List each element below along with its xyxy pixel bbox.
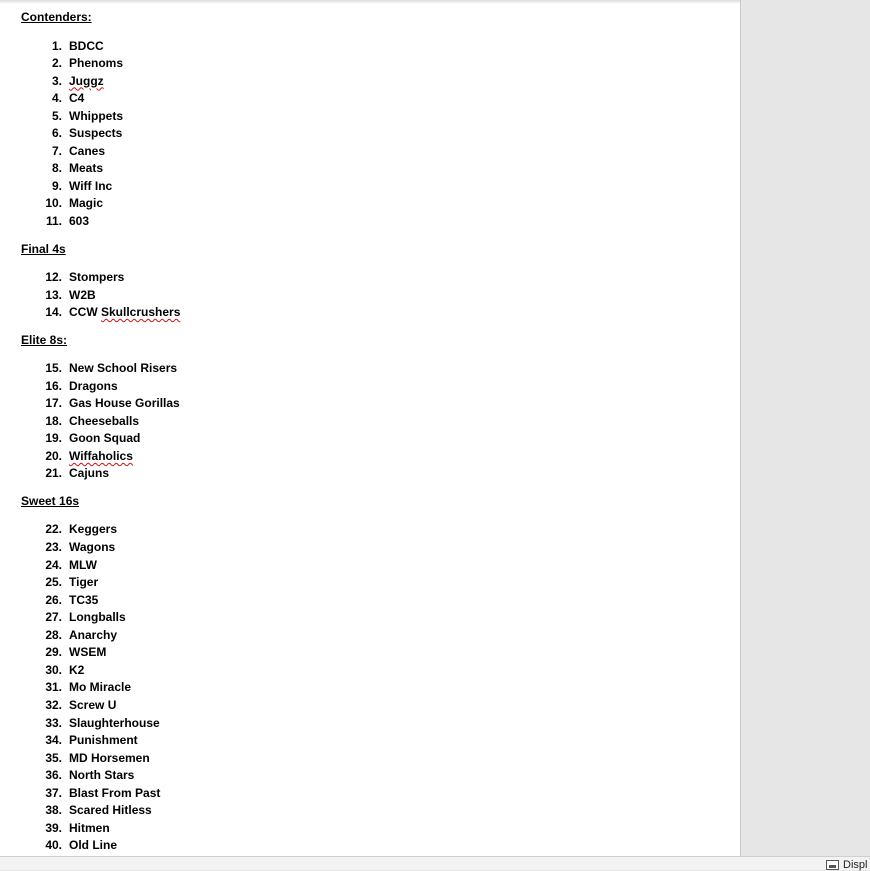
- team-name: Stompers: [69, 270, 125, 285]
- team-name: Longballs: [69, 610, 126, 625]
- list-item: [21, 697, 721, 715]
- list-item: [21, 90, 721, 108]
- display-settings-button[interactable]: [826, 859, 867, 871]
- list-number: 11.: [45, 213, 62, 228]
- list-number: 6.: [51, 126, 62, 141]
- list-item: [21, 213, 721, 231]
- team-name: Hitmen: [69, 820, 110, 835]
- list-number: 3.: [51, 73, 62, 88]
- list-number: 12.: [45, 270, 62, 285]
- team-name: Canes: [69, 143, 106, 158]
- section-heading-contenders: Contenders:: [21, 10, 92, 24]
- list-number: 24.: [45, 557, 62, 572]
- list-item: [21, 820, 721, 838]
- list-number: 39.: [45, 820, 62, 835]
- list-number: 19.: [45, 431, 62, 446]
- list-number: 26.: [45, 592, 62, 607]
- contenders-list: [21, 38, 721, 231]
- list-number: 30.: [45, 662, 62, 677]
- status-bar: [0, 856, 870, 870]
- list-number: 21.: [45, 466, 62, 481]
- list-item: [21, 767, 721, 785]
- list-item: [21, 662, 721, 680]
- list-number: 4.: [51, 91, 62, 106]
- list-number: 2.: [51, 56, 62, 71]
- list-number: 37.: [45, 785, 62, 800]
- list-number: 10.: [45, 196, 62, 211]
- list-item: [21, 143, 721, 161]
- team-name-spelling-flag[interactable]: Juggz: [69, 73, 104, 88]
- team-name: TC35: [69, 592, 99, 607]
- section-heading-final-4s: Final 4s: [21, 241, 66, 256]
- list-item: [21, 679, 721, 697]
- team-name-spelling-flag[interactable]: Skullcrushers: [101, 305, 181, 320]
- team-name: 603: [69, 213, 90, 228]
- team-name: [69, 304, 180, 322]
- list-item: [21, 38, 721, 56]
- list-number: 14.: [45, 305, 62, 320]
- list-item: [21, 304, 721, 322]
- team-name: Screw U: [69, 697, 117, 712]
- list-item: [21, 750, 721, 768]
- list-number: 15.: [45, 361, 62, 376]
- list-number: 20.: [45, 448, 62, 463]
- team-name: MLW: [69, 557, 97, 572]
- section-heading-sweet-16s: Sweet 16s: [21, 493, 80, 508]
- list-item: [21, 430, 721, 448]
- sweet-16s-list: [21, 521, 721, 854]
- list-number: 8.: [51, 161, 62, 176]
- list-item: [21, 785, 721, 803]
- list-item: [21, 378, 721, 396]
- list-item: [21, 413, 721, 431]
- list-item: [21, 178, 721, 196]
- team-name: Mo Miracle: [69, 680, 132, 695]
- team-name: Blast From Past: [69, 785, 161, 800]
- list-item: [21, 521, 721, 539]
- list-item: [21, 574, 721, 592]
- team-name: Wiff Inc: [69, 178, 113, 193]
- list-item: [21, 269, 721, 287]
- display-settings-icon: [826, 860, 839, 870]
- elite-8s-list: [21, 360, 721, 483]
- team-name: New School Risers: [69, 361, 178, 376]
- list-item: [21, 627, 721, 645]
- team-name: BDCC: [69, 38, 104, 53]
- team-name: Scared Hitless: [69, 803, 152, 818]
- list-item: [21, 160, 721, 178]
- team-name: Tiger: [69, 575, 99, 590]
- team-name: North Stars: [69, 768, 135, 783]
- list-number: 1.: [51, 38, 62, 53]
- team-name-prefix: CCW: [69, 305, 101, 320]
- list-item: [21, 125, 721, 143]
- list-number: 22.: [45, 522, 62, 537]
- list-item: [21, 195, 721, 213]
- list-item: [21, 609, 721, 627]
- list-item: [21, 539, 721, 557]
- list-item: [21, 732, 721, 750]
- list-number: 38.: [45, 803, 62, 818]
- team-name: Gas House Gorillas: [69, 396, 180, 411]
- list-item: [21, 557, 721, 575]
- team-name: Goon Squad: [69, 431, 141, 446]
- list-number: 40.: [45, 838, 62, 853]
- list-number: 28.: [45, 627, 62, 642]
- team-name: Keggers: [69, 522, 118, 537]
- team-name: Phenoms: [69, 56, 124, 71]
- list-number: 29.: [45, 645, 62, 660]
- team-name: Old Line: [69, 838, 117, 853]
- list-number: 27.: [45, 610, 62, 625]
- team-name: Dragons: [69, 378, 118, 393]
- list-number: 18.: [45, 413, 62, 428]
- list-item: [21, 287, 721, 305]
- list-item: [21, 73, 721, 91]
- team-name: Slaughterhouse: [69, 715, 160, 730]
- list-number: 33.: [45, 715, 62, 730]
- section-heading-elite-8s: Elite 8s:: [21, 332, 68, 347]
- list-number: 36.: [45, 768, 62, 783]
- document-body[interactable]: [21, 9, 721, 856]
- team-name: Anarchy: [69, 627, 118, 642]
- list-item: [21, 55, 721, 73]
- list-number: 7.: [51, 143, 62, 158]
- list-number: 9.: [51, 178, 62, 193]
- list-number: 5.: [51, 108, 62, 123]
- team-name: MD Horsemen: [69, 750, 150, 765]
- list-number: 31.: [45, 680, 62, 695]
- list-number: 17.: [45, 396, 62, 411]
- final-4s-list: [21, 269, 721, 322]
- list-item: [21, 837, 721, 855]
- page-top-shadow: [0, 0, 740, 4]
- list-number: 34.: [45, 733, 62, 748]
- team-name: Whippets: [69, 108, 123, 123]
- list-item: [21, 465, 721, 483]
- list-item: [21, 360, 721, 378]
- team-name: Suspects: [69, 126, 123, 141]
- team-name: Wagons: [69, 540, 116, 555]
- team-name: K2: [69, 662, 85, 677]
- team-name: WSEM: [69, 645, 107, 660]
- list-number: 23.: [45, 540, 62, 555]
- list-item: [21, 108, 721, 126]
- list-number: 13.: [45, 287, 62, 302]
- list-item: [21, 644, 721, 662]
- team-name: Meats: [69, 161, 104, 176]
- list-item: [21, 395, 721, 413]
- list-item: [21, 448, 721, 466]
- list-item: [21, 715, 721, 733]
- list-number: 35.: [45, 750, 62, 765]
- list-number: 16.: [45, 378, 62, 393]
- team-name: Cheeseballs: [69, 413, 140, 428]
- team-name: W2B: [69, 287, 96, 302]
- team-name: C4: [69, 91, 85, 106]
- team-name: Punishment: [69, 733, 138, 748]
- page-edge-divider: [740, 0, 741, 856]
- list-item: [21, 802, 721, 820]
- team-name-spelling-flag[interactable]: Wiffaholics: [69, 448, 133, 463]
- list-number: 25.: [45, 575, 62, 590]
- team-name: Cajuns: [69, 466, 110, 481]
- display-settings-label: Displ: [843, 859, 868, 871]
- list-number: 32.: [45, 697, 62, 712]
- list-item: [21, 592, 721, 610]
- team-name: Magic: [69, 196, 104, 211]
